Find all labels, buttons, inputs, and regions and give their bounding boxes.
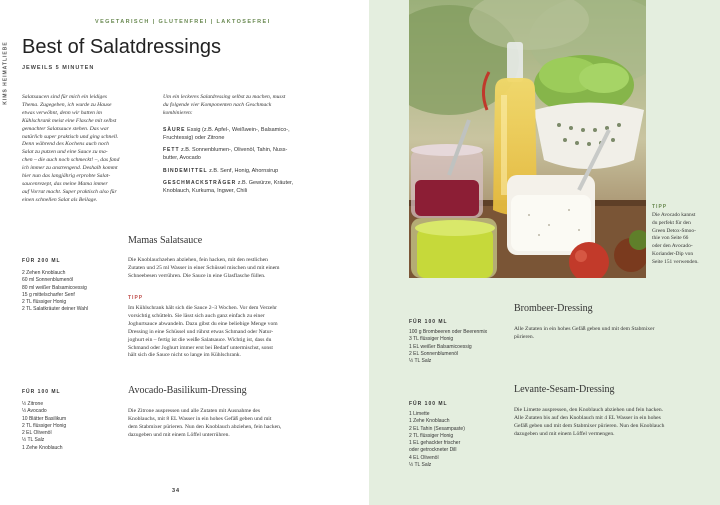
right-tip-label: TIPP — [652, 204, 668, 210]
component-text: z.B. Gewürze, Kräuter, — [237, 180, 294, 186]
brombeer-ingredients — [409, 329, 487, 365]
ingredient: ½ TL Salz — [409, 358, 432, 365]
component-text: z.B. Sonnenblumen-, Olivenöl, Tahin, Nuss- — [181, 147, 288, 153]
ingredient: 1 EL weißer Balsamicoessig — [409, 343, 472, 350]
ingredient: 100 g Brombeeren oder Beerenmix — [409, 329, 488, 335]
component-text: Fruchtessig) oder Zitrone — [163, 134, 225, 141]
tip-line: Green Detox-Smoo- — [652, 227, 696, 234]
ingredient: 15 g mittelscharfer Senf — [22, 291, 75, 298]
component-bindemittel — [163, 168, 328, 176]
ingredient: 2 TL flüssiger Honig — [22, 299, 67, 306]
ingredient: 2 Zehen Knoblauch — [22, 270, 66, 276]
component-text: Essig (z.B. Apfel-, Weißwein-, Balsamico-, — [187, 127, 290, 133]
mamas-yield: FÜR 200 ML — [22, 258, 61, 264]
ingredient: 1 Zehe Knoblauch — [22, 444, 63, 451]
ingredient: 60 ml Sonnenblumenöl — [22, 277, 74, 284]
components-intro-line: Um ein leckeres Salatdressing selbst zu machen, musst — [163, 94, 286, 100]
ingredient: 1 EL gehackter frischer — [409, 440, 461, 447]
tip-line: thie von Seite 66 — [652, 235, 689, 242]
brombeer-instructions — [514, 326, 654, 342]
intro-line: Denn während des Kochens auch noch — [22, 141, 109, 148]
instruction-line: dem Stabmixer pürieren. Nun den Knoblauch abziehen, fein hacken, — [128, 423, 282, 430]
instruction-line: Schneebesen verrühren. Die Sauce in eine Glasflasche füllen. — [128, 272, 266, 279]
intro-line: etwas verwöhnt, denn wir hatten im — [22, 109, 102, 116]
instruction-line: Die Limette auspressen, den Knoblauch abziehen und fein hacken. — [514, 407, 664, 413]
ingredient: 1 Limette — [409, 411, 430, 417]
component-label: FETT — [163, 147, 180, 153]
mamas-tip-label: TIPP — [128, 295, 144, 301]
component-label: SÄURE — [163, 127, 186, 133]
component-geschmack — [163, 180, 328, 196]
intro-line: chen – die auch noch schmeckt! –, das fand — [22, 157, 120, 164]
tip-line: Dressing in eine Schüssel und rührst etwas Schmand oder Natur- — [128, 328, 274, 335]
component-text: butter, Avocado — [163, 154, 201, 161]
intro-line: auf Vorrat macht. Super praktisch also für — [22, 188, 117, 195]
tip-line: Joghurtsauce abwandeln. Dazu gibst du eine beliebige Menge vom — [128, 320, 278, 327]
tip-line: Schmand oder Joghurt immer erst bei Bedarf untermischst, sonst — [128, 344, 273, 351]
intro-line: natürlich super praktisch und ging schnell. — [22, 133, 119, 140]
page-number: 34 — [172, 488, 181, 494]
intro-line: einen schnellen Salat als Beilage. — [22, 196, 98, 203]
intro-line: Salatsaucen sind für mich ein leidiges — [22, 94, 107, 100]
right-tip — [652, 212, 716, 267]
ingredient: ½ Zitrone — [22, 401, 44, 407]
instruction-line: pürieren. — [514, 333, 535, 340]
tip-line: oder den Avocado- — [652, 243, 693, 250]
side-tab-label: KIMS HEIMATLIEBE — [2, 41, 9, 105]
component-label: BINDEMITTEL — [163, 168, 208, 174]
instruction-line: Die Zitrone auspressen und alle Zutaten mit Ausnahme des — [128, 408, 261, 414]
levante-title: Levante-Sesam-Dressing — [514, 384, 615, 395]
ingredient: 10 Blätter Basilikum — [22, 415, 67, 422]
levante-yield: FÜR 100 ML — [409, 401, 448, 407]
ingredient: 3 TL flüssiger Honig — [409, 336, 454, 343]
intro-line: hier nun das langjährig erprobte Salat- — [22, 173, 111, 180]
instruction-line: Alle Zutaten in ein hohes Gefäß geben und mit dem Stabmixer — [514, 326, 655, 332]
components-intro-line: du folgende vier Komponenten nach Geschmack — [163, 101, 272, 108]
brombeer-title: Brombeer-Dressing — [514, 303, 593, 314]
intro-line: Kühlschrank meist eine Flasche mit selbst — [22, 117, 117, 124]
intro-line: ich immer zu anstrengend. Deshalb kommt — [22, 165, 118, 172]
instruction-line: Zutaten und 25 ml Wasser in einer Schüssel mischen und mit einem — [128, 264, 280, 271]
ingredient: ½ TL Salz — [22, 437, 45, 444]
mamas-ingredients — [22, 270, 88, 314]
tip-line: Seite 151 verwenden. — [652, 258, 699, 265]
instruction-line: dazugeben und mit einem Löffel unterrühren. — [128, 431, 230, 438]
tip-line: Die Avocado kannst — [652, 212, 696, 218]
diet-tags: VEGETARISCH | GLUTENFREI | LAKTOSEFREI — [95, 19, 271, 25]
ingredient: oder getrockneter Dill — [409, 447, 457, 454]
side-tab — [2, 40, 14, 120]
dressings-photo — [409, 0, 646, 278]
ingredient: 2 TL flüssiger Honig — [22, 422, 67, 429]
tip-line: Koriander-Dip von — [652, 250, 694, 257]
ingredient: 2 TL flüssiger Honig — [409, 432, 454, 439]
instruction-line: Gefäß geben und mit dem Stabmixer pürieren. Nun den Knoblauch — [514, 422, 665, 429]
levante-ingredients — [409, 411, 465, 469]
intro-text — [22, 94, 142, 205]
levante-instructions — [514, 407, 664, 439]
intro-line: Thema. Zugegeben, ich wurde zu Hause — [22, 101, 112, 108]
ingredient: 4 EL Olivenöl — [409, 454, 439, 461]
intro-line: gemachter Salatsauce stehen. Das war — [22, 125, 109, 132]
ingredient: 2 EL Sonnenblumenöl — [409, 350, 459, 357]
avocado-instructions — [128, 408, 281, 440]
components-intro-line: kombinieren: — [163, 109, 193, 116]
component-fett — [163, 147, 328, 163]
ingredient: ½ TL Salz — [409, 462, 432, 469]
tip-line: Im Kühlschrank hält sich die Sauce 2–3 Wochen. Vor dem Verzehr — [128, 305, 278, 311]
mamas-title: Mamas Salatsauce — [128, 235, 203, 246]
brombeer-yield: FÜR 100 ML — [409, 319, 448, 325]
ingredient: 1 Zehe Knoblauch — [409, 418, 450, 425]
intro-line: Salat zu putzen und eine Sauce zu ma- — [22, 149, 108, 156]
tip-line: vorsichtig schütteln. Sie lässt sich auch ganz einfach zu einer — [128, 312, 265, 319]
instruction-line: Knoblauchs, mit 8 EL Wasser in ein hohes Gefäß geben und mit — [128, 415, 272, 422]
components-intro — [163, 94, 323, 118]
instruction-line: Alle Zutaten bis auf den Knoblauch mit 4 EL Wasser in ein hohes — [514, 414, 661, 421]
intro-line: saucenrezept, das meine Mama immer — [22, 180, 108, 187]
avocado-ingredients — [22, 401, 66, 452]
component-label: GESCHMACKSTRÄGER — [163, 180, 237, 186]
component-text: z.B. Senf, Honig, Ahornsirup — [209, 168, 279, 174]
photo-illustration — [409, 0, 646, 278]
mamas-instructions — [128, 257, 280, 281]
time-subtitle: JEWEILS 5 MINUTEN — [22, 65, 95, 71]
component-saeure — [163, 127, 328, 143]
instruction-line: Die Knoblauchzehen abziehen, fein hacken, mit den restlichen — [128, 257, 268, 263]
ingredient: ½ Avocado — [22, 408, 47, 415]
ingredient: 80 ml weißer Balsamicoessig — [22, 284, 87, 291]
ingredient: 2 TL Salatkräuter deiner Wahl — [22, 306, 88, 313]
component-text: Knoblauch, Kurkuma, Ingwer, Chili — [163, 187, 248, 194]
instruction-line: dazugeben und mit einem Löffel vermengen. — [514, 430, 615, 437]
ingredient: 2 EL Tahin (Sesampaste) — [409, 425, 465, 432]
avocado-title: Avocado-Basilikum-Dressing — [128, 385, 247, 396]
ingredient: 2 EL Olivenöl — [22, 430, 52, 437]
avocado-yield: FÜR 100 ML — [22, 389, 61, 395]
tip-line: joghurt ein – fertig ist die weiße Salatsauce. Wichtig ist, dass du — [128, 336, 272, 343]
mamas-tip — [128, 305, 278, 360]
tip-line: hält sich die Sauce nicht so lange im Kühlschrank. — [128, 352, 241, 359]
page-title: Best of Salatdressings — [22, 36, 221, 58]
tip-line: du perfekt für den — [652, 219, 691, 226]
